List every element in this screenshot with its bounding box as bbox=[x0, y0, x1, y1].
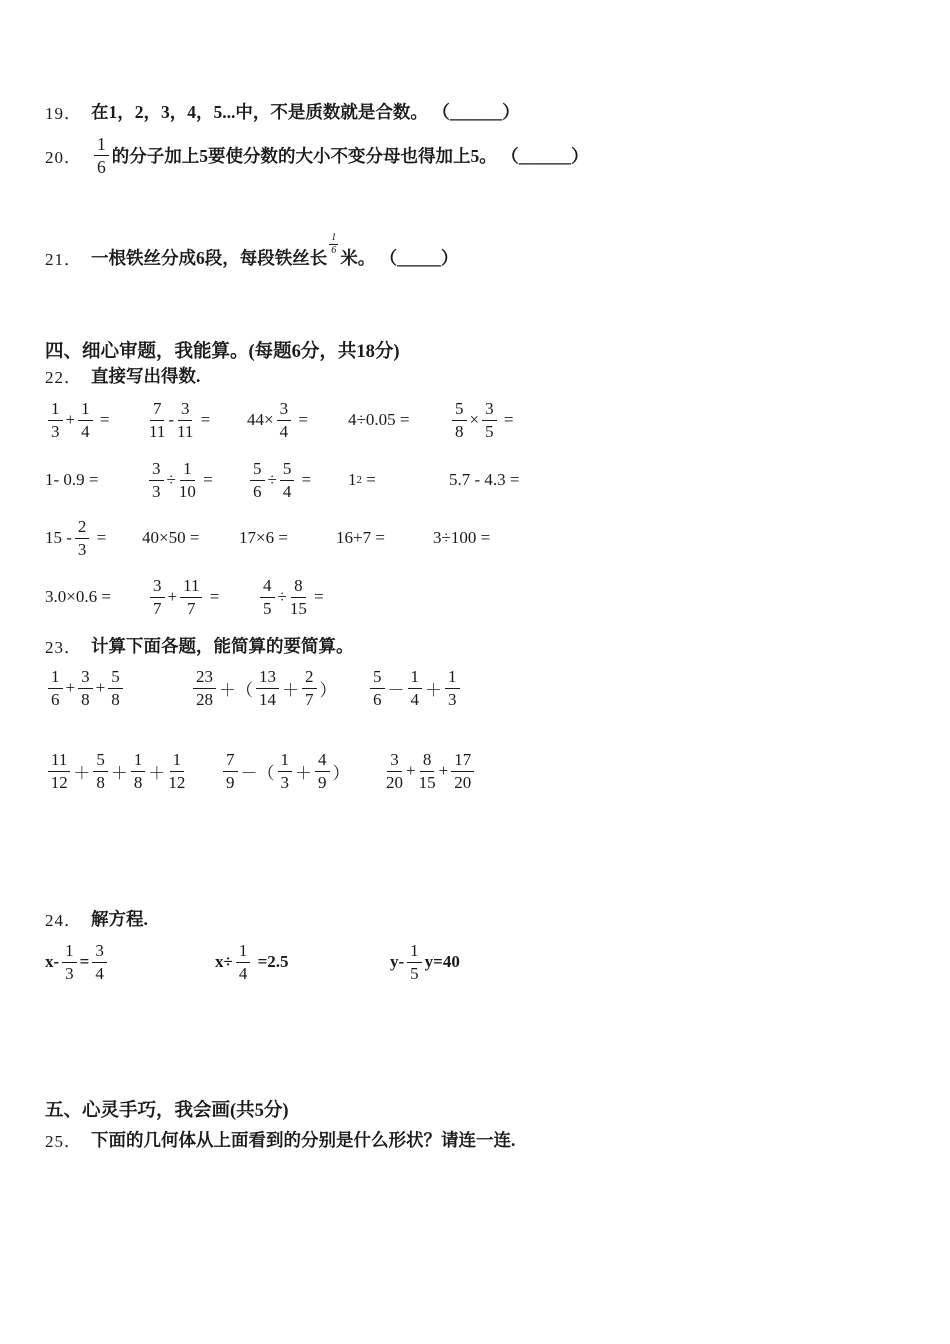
expression bbox=[433, 528, 530, 548]
fraction: $\frac{1}{3}$ bbox=[278, 750, 293, 792]
expression bbox=[367, 667, 463, 709]
fraction: $\frac{3}{8}$ bbox=[78, 667, 93, 709]
fraction: $\frac{5}{6}$ bbox=[370, 667, 385, 709]
fraction: $\frac{2}{7}$ bbox=[302, 667, 317, 709]
expression bbox=[146, 399, 247, 441]
expression bbox=[45, 587, 147, 607]
expression bbox=[348, 470, 449, 490]
fraction: $\frac{1}{5}$ bbox=[407, 941, 422, 983]
expression-text: + bbox=[95, 678, 106, 698]
expression bbox=[383, 750, 477, 792]
question-19-number: 19． bbox=[45, 104, 82, 123]
fraction: $\frac{11}{12}$ bbox=[48, 750, 70, 792]
fraction: $\frac{3}{7}$ bbox=[150, 576, 165, 618]
question-23-text: 计算下面各题，能简算的要简算。 bbox=[91, 636, 354, 656]
expression bbox=[449, 399, 550, 441]
fraction: $\frac{1}{12}$ bbox=[168, 750, 186, 792]
expression-text: = bbox=[309, 587, 324, 607]
expression bbox=[336, 528, 433, 548]
expression-text: = bbox=[79, 952, 90, 972]
fraction: $\frac{8}{15}$ bbox=[418, 750, 436, 792]
fraction: $\frac{1}{10}$ bbox=[178, 459, 196, 501]
expression-text: ＋ bbox=[110, 763, 128, 783]
expression-text: 米。 （_____） bbox=[340, 248, 459, 268]
expression-text: 的分子加上5要使分数的大小不变分母也得加上5。 （______） bbox=[111, 146, 589, 167]
expression-text: ＋ bbox=[148, 763, 166, 783]
question-25-label bbox=[45, 1127, 515, 1152]
expression-text: 17×6 = bbox=[239, 528, 288, 548]
question-21-text bbox=[91, 232, 459, 270]
question-22-text: 直接写出得数. bbox=[91, 366, 201, 386]
expression-text: －（ bbox=[240, 763, 275, 783]
section-4-heading: 四、细心审题，我能算。(每题6分，共18分) bbox=[45, 342, 400, 362]
expression-text: ÷ bbox=[267, 470, 277, 490]
fraction: $\frac{3}{5}$ bbox=[482, 399, 497, 441]
expression-text: + bbox=[65, 410, 76, 430]
fraction: $\frac{1}{6}$ bbox=[94, 134, 109, 177]
expression bbox=[146, 459, 247, 501]
expression bbox=[390, 941, 460, 983]
expression-text: = bbox=[95, 410, 110, 430]
expression bbox=[247, 459, 348, 501]
expression-text: = bbox=[297, 470, 312, 490]
expression-text: 1 bbox=[348, 470, 357, 490]
expression bbox=[142, 528, 239, 548]
expression-text: ＋（ bbox=[219, 680, 253, 700]
expression-text: = bbox=[499, 410, 514, 430]
fraction: $\frac{1}{4}$ bbox=[78, 399, 93, 441]
fraction: $\frac{4}{9}$ bbox=[315, 750, 330, 792]
fraction: $\frac{1}{4}$ bbox=[236, 941, 251, 983]
fraction: $\frac{1}{3}$ bbox=[445, 667, 460, 709]
expression-text: x÷ bbox=[215, 952, 233, 972]
expression bbox=[45, 941, 215, 983]
expression-text: + bbox=[438, 761, 449, 781]
expression bbox=[147, 576, 257, 618]
question-24-number: 24． bbox=[45, 911, 82, 930]
equation-row bbox=[45, 941, 460, 983]
question-19-text bbox=[91, 99, 520, 124]
expression bbox=[45, 750, 220, 792]
expression-text: 44× bbox=[247, 410, 274, 430]
expression-text: － bbox=[387, 680, 405, 700]
question-23-number: 23． bbox=[45, 638, 82, 657]
fraction: $\frac{4}{5}$ bbox=[260, 576, 275, 618]
expression bbox=[190, 667, 367, 709]
expression-text: + bbox=[65, 678, 76, 698]
expression-text: 一根铁丝分成6段，每段铁丝长 bbox=[91, 248, 328, 268]
fraction: $\frac{17}{20}$ bbox=[451, 750, 474, 792]
expression-text: ÷ bbox=[166, 470, 176, 490]
fraction: $\frac{3}{4}$ bbox=[92, 941, 107, 983]
expression-text: ＋ bbox=[282, 680, 299, 700]
expression bbox=[257, 576, 324, 618]
calc-row-1 bbox=[45, 399, 550, 441]
simplify-row-2 bbox=[45, 750, 477, 792]
expression-text: = bbox=[196, 410, 211, 430]
expression-text: = bbox=[294, 410, 308, 430]
fraction: $\frac{2}{3}$ bbox=[75, 517, 90, 559]
fraction: $\frac{3}{4}$ bbox=[277, 399, 292, 441]
calc-row-3 bbox=[45, 517, 530, 559]
fraction: $\frac{3}{20}$ bbox=[386, 750, 403, 792]
expression-text: 3.0×0.6 = bbox=[45, 587, 111, 607]
expression-text: ＋ bbox=[73, 763, 91, 783]
fraction: $\frac{3}{11}$ bbox=[177, 399, 194, 441]
question-24-text: 解方程. bbox=[91, 909, 148, 929]
question-21-number: 21． bbox=[45, 250, 82, 269]
expression-text: ） bbox=[332, 763, 350, 783]
expression-text: ） bbox=[319, 680, 337, 700]
expression-text: 1- 0.9 = bbox=[45, 470, 99, 490]
fraction: $\frac{7}{11}$ bbox=[149, 399, 166, 441]
expression bbox=[45, 667, 190, 709]
expression-text: ＋ bbox=[295, 763, 312, 783]
fraction: $\frac{7}{9}$ bbox=[223, 750, 238, 792]
expression-text: 在1，2，3，4，5...中，不是质数就是合数。 （______） bbox=[91, 102, 520, 122]
expression bbox=[220, 750, 383, 792]
expression-text: y=40 bbox=[424, 952, 460, 972]
expression-text: x- bbox=[45, 952, 60, 972]
exponent: 2 bbox=[356, 474, 362, 487]
fraction: $\frac{5}{8}$ bbox=[93, 750, 108, 792]
question-22-number: 22． bbox=[45, 368, 82, 387]
expression-text: + bbox=[406, 761, 416, 781]
expression-text: 3÷100 = bbox=[433, 528, 491, 548]
expression-text: = bbox=[205, 587, 220, 607]
expression-text: - bbox=[168, 410, 175, 430]
fraction: $\frac{5}{6}$ bbox=[250, 459, 265, 501]
question-20-number: 20． bbox=[45, 148, 82, 168]
fraction: $\frac{1}{6}$ bbox=[48, 667, 63, 709]
expression-text: y- bbox=[390, 952, 405, 972]
question-23-label bbox=[45, 633, 354, 658]
expression bbox=[45, 517, 142, 559]
section-5-heading: 五、心灵手巧，我会画(共5分) bbox=[45, 1101, 289, 1121]
fraction: $\frac{3}{3}$ bbox=[149, 459, 164, 501]
question-25-text: 下面的几何体从上面看到的分别是什么形状？请连一连. bbox=[91, 1130, 516, 1150]
fraction: $\frac{1}{6}$ bbox=[331, 232, 337, 256]
fraction: $\frac{8}{15}$ bbox=[289, 576, 307, 618]
expression-text: + bbox=[167, 587, 178, 607]
expression-text: = bbox=[362, 470, 376, 490]
expression bbox=[449, 470, 550, 490]
fraction: $\frac{1}{3}$ bbox=[48, 399, 63, 441]
expression bbox=[45, 399, 146, 441]
question-21 bbox=[45, 232, 459, 270]
fraction: $\frac{11}{7}$ bbox=[180, 576, 202, 618]
expression-text: 5.7 - 4.3 = bbox=[449, 470, 520, 490]
question-19 bbox=[45, 99, 520, 124]
expression-text: ÷ bbox=[277, 587, 287, 607]
expression-text: 16+7 = bbox=[336, 528, 385, 548]
expression-text: 15 - bbox=[45, 528, 72, 548]
expression-text: × bbox=[469, 410, 480, 430]
expression-text: 4÷0.05 = bbox=[348, 410, 410, 430]
expression bbox=[215, 941, 390, 983]
expression-text: ＋ bbox=[425, 680, 442, 700]
expression bbox=[348, 410, 449, 430]
fraction: $\frac{1}{8}$ bbox=[131, 750, 146, 792]
fraction: $\frac{23}{28}$ bbox=[193, 667, 216, 709]
question-24-label bbox=[45, 906, 148, 931]
fraction: $\frac{5}{4}$ bbox=[280, 459, 295, 501]
fraction: $\frac{1}{3}$ bbox=[62, 941, 77, 983]
simplify-row-1 bbox=[45, 667, 463, 709]
expression-text: = bbox=[198, 470, 213, 490]
expression bbox=[239, 528, 336, 548]
calc-row-4 bbox=[45, 576, 324, 618]
question-25-number: 25． bbox=[45, 1132, 82, 1151]
question-22-label bbox=[45, 363, 200, 388]
fraction: $\frac{1}{4}$ bbox=[408, 667, 423, 709]
question-20 bbox=[45, 134, 589, 177]
expression bbox=[247, 399, 348, 441]
fraction: $\frac{5}{8}$ bbox=[452, 399, 467, 441]
expression-text: = bbox=[92, 528, 107, 548]
expression-text: 40×50 = bbox=[142, 528, 200, 548]
expression bbox=[45, 470, 146, 490]
expression-text: =2.5 bbox=[253, 952, 289, 972]
fraction: $\frac{13}{14}$ bbox=[256, 667, 279, 709]
fraction: $\frac{5}{8}$ bbox=[108, 667, 123, 709]
question-20-text bbox=[91, 134, 589, 177]
calc-row-2 bbox=[45, 459, 550, 501]
